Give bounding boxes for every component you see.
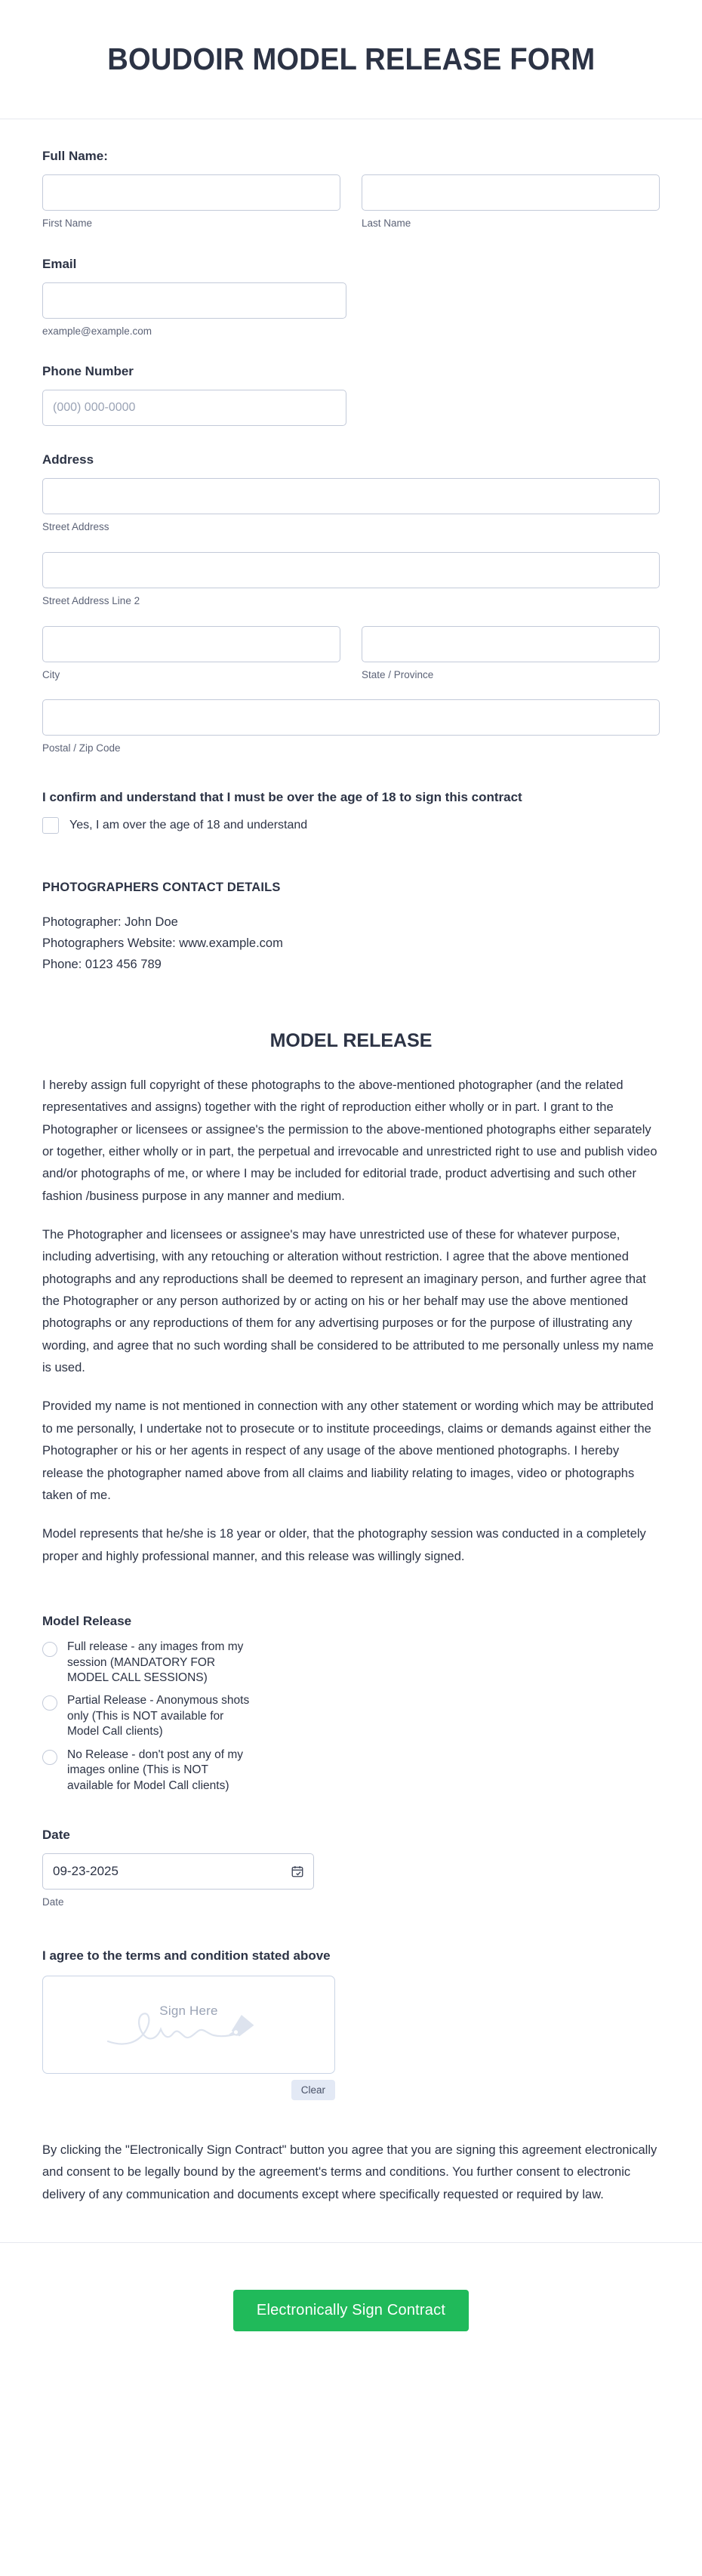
- first-name-group: [42, 174, 340, 230]
- postal-code-sublabel: Postal / Zip Code: [42, 742, 121, 754]
- email-input[interactable]: [42, 282, 346, 319]
- radio-circle-icon[interactable]: [42, 1642, 57, 1657]
- full-name-label: Full Name:: [42, 149, 108, 163]
- city-state-row: [42, 626, 660, 682]
- date-sublabel: Date: [42, 1896, 64, 1908]
- field-address: [42, 452, 660, 754]
- legal-paragraph: Model represents that he/she is 18 year or older, that the photography session was conducted in a completely proper and highly professional manner, and this release was willingly signed.: [42, 1527, 646, 1563]
- photographer-contact-block: [42, 881, 660, 976]
- legal-paragraph: The Photographer and licensees or assignee's may have unrestricted use of these for whatever purpose, including advertising, with any retouching or alteration without restriction. I agree that the above mentioned photographs and any reproductions shall be deemed to represent an imaginary person, and further agree that the Photographer or any person authorized by or acting on his or her behalf may use the above mentioned photographs or any reproductions of them for any advertising purposes or for the purpose of illustrating any wording, and agree that no such wording shall be considered to be attributed to me personally unless my name is used.: [42, 1227, 654, 1375]
- model-release-heading: MODEL RELEASE: [269, 1029, 433, 1051]
- street-address-input[interactable]: [42, 478, 660, 514]
- model-release-section: [42, 1030, 660, 1568]
- age-confirm-checkbox[interactable]: [42, 817, 59, 834]
- city-group: [42, 626, 340, 682]
- full-name-row: [42, 174, 660, 230]
- signature-clear-row: [42, 2080, 335, 2100]
- email-sublabel: example@example.com: [42, 325, 152, 337]
- first-name-input[interactable]: [42, 174, 340, 211]
- field-release-choice: [42, 1613, 660, 1794]
- address-label: Address: [42, 452, 94, 467]
- form-footer: [0, 2242, 702, 2386]
- form-header: [0, 0, 702, 119]
- email-label: Email: [42, 256, 77, 271]
- radio-circle-icon[interactable]: [42, 1695, 57, 1711]
- city-input[interactable]: [42, 626, 340, 662]
- electronically-sign-contract-button[interactable]: Electronically Sign Contract: [233, 2290, 469, 2331]
- age-confirm-heading: I confirm and understand that I must be over the age of 18 to sign this contract: [42, 789, 522, 804]
- consent-block: [42, 2139, 660, 2242]
- signature-heading: I agree to the terms and condition stated above: [42, 1948, 331, 1963]
- date-label: Date: [42, 1828, 70, 1843]
- photographer-contact-heading: PHOTOGRAPHERS CONTACT DETAILS: [42, 880, 281, 894]
- first-name-sublabel: First Name: [42, 217, 93, 230]
- photographer-name: Photographer: John Doe: [42, 915, 178, 929]
- state-province-input[interactable]: [362, 626, 660, 662]
- page-title: BOUDOIR MODEL RELEASE FORM: [106, 42, 596, 76]
- phone-label: Phone Number: [42, 364, 134, 379]
- street-address-2-sublabel: Street Address Line 2: [42, 595, 140, 607]
- photographer-website: Photographers Website: www.example.com: [42, 936, 283, 951]
- date-input[interactable]: [42, 1853, 314, 1890]
- radio-option-no-release[interactable]: [42, 1748, 660, 1794]
- last-name-sublabel: Last Name: [362, 217, 411, 230]
- street-address-sublabel: Street Address: [42, 521, 109, 533]
- state-province-sublabel: State / Province: [362, 668, 434, 680]
- field-email: [42, 256, 660, 338]
- street-address-2-input[interactable]: [42, 552, 660, 588]
- date-input-wrap: [42, 1853, 314, 1890]
- radio-option-full-release[interactable]: [42, 1640, 660, 1686]
- radio-option-partial-release[interactable]: [42, 1693, 660, 1739]
- age-confirm-checkbox-row[interactable]: [42, 817, 660, 834]
- phone-input[interactable]: [42, 390, 346, 426]
- last-name-input[interactable]: [362, 174, 660, 211]
- field-phone: [42, 363, 660, 426]
- radio-option-label: Partial Release - Anonymous shots only (This is NOT available for Model Call clients): [67, 1694, 250, 1738]
- signature-pad[interactable]: [42, 1976, 335, 2074]
- field-age-confirm: [42, 790, 660, 834]
- release-choice-label: Model Release: [42, 1613, 132, 1628]
- form-body: [0, 119, 702, 2242]
- field-date: [42, 1827, 660, 1909]
- consent-text: By clicking the "Electronically Sign Contract" button you agree that you are signing this agreement electronically and consent to be legally bound by the agreement's terms and conditions. You further consent to electronic delivery of any communication and documents except where specifically requested or required by law.: [42, 2143, 657, 2201]
- photographer-phone: Phone: 0123 456 789: [42, 958, 162, 972]
- postal-code-input[interactable]: [42, 699, 660, 736]
- radio-option-label: No Release - don't post any of my images online (This is NOT available for Model Call clients): [67, 1748, 243, 1792]
- last-name-group: [362, 174, 660, 230]
- age-confirm-checkbox-label: Yes, I am over the age of 18 and understand: [69, 818, 308, 831]
- clear-signature-button[interactable]: Clear: [291, 2080, 335, 2100]
- city-sublabel: City: [42, 668, 60, 680]
- signature-placeholder: Sign Here: [159, 2003, 218, 2018]
- radio-option-label: Full release - any images from my session (MANDATORY FOR MODEL CALL SESSIONS): [67, 1640, 244, 1684]
- legal-paragraph: Provided my name is not mentioned in connection with any other statement or wording which may be attributed to me personally, I undertake not to prosecute or to institute proceedings, claims or demands against either the Photographer or his or her agents in respect of any usage of the above mentioned photographs. I hereby release the photographer named above from all claims and liability relating to images, video or photographs taken of me.: [42, 1399, 654, 1502]
- state-group: [362, 626, 660, 682]
- field-signature: [42, 1948, 660, 2100]
- legal-paragraph: I hereby assign full copyright of these photographs to the above-mentioned photographer (and the related representatives and assigns) together with the right of reproduction either wholly or in part. I grant to the Photographer or licensees or assignee's the permission to the above-mentioned photographs either separately or together, either wholly or in part, the perpetual and irrevocable and unrestricted right to use and publish video and/or photographs of me, or where I may be included for editorial trade, product advertising and such other fashion /business purpose in any manner and medium.: [42, 1078, 657, 1203]
- field-full-name: [42, 148, 660, 230]
- radio-circle-icon[interactable]: [42, 1750, 57, 1765]
